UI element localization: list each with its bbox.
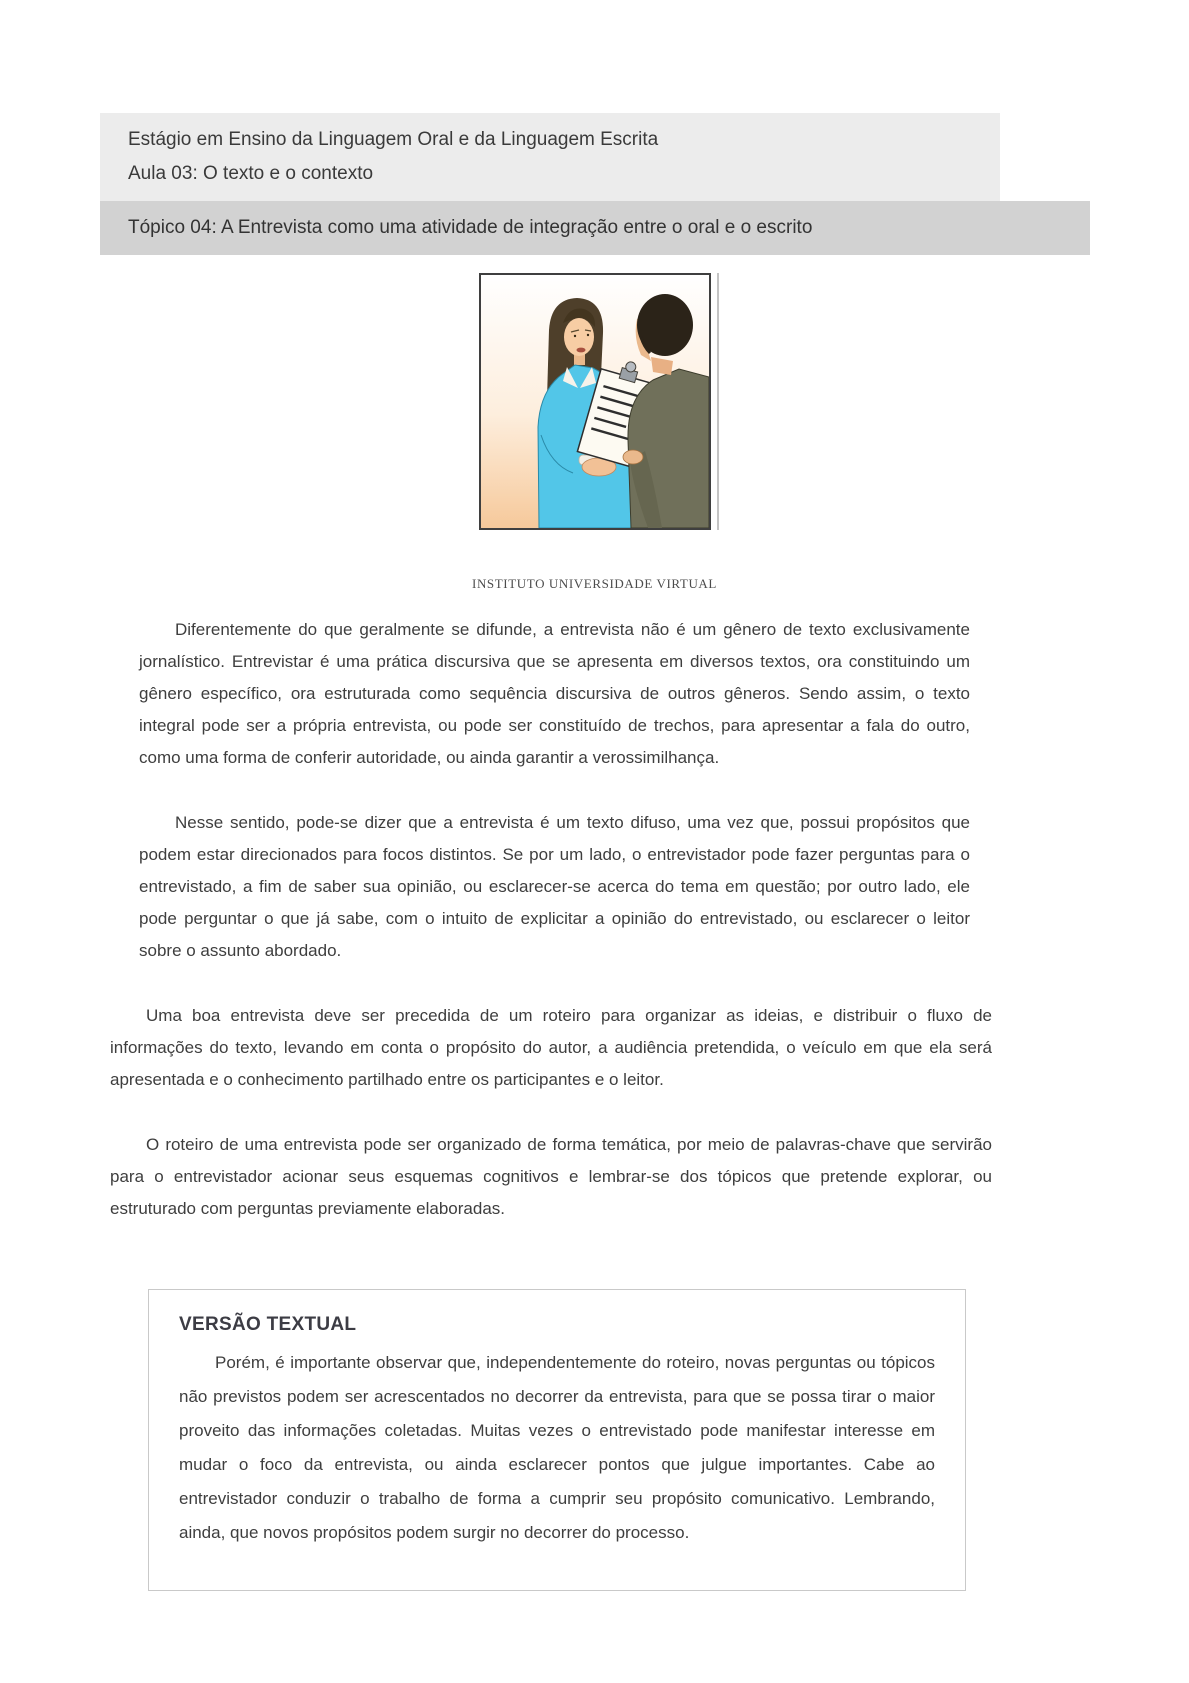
course-header	[100, 113, 1000, 201]
figure-caption: INSTITUTO UNIVERSIDADE VIRTUAL	[472, 576, 717, 591]
interview-illustration	[479, 273, 711, 530]
course-title: Estágio em Ensino da Linguagem Oral e da Linguagem Escrita	[128, 129, 659, 150]
interview-illustration-svg	[481, 275, 709, 528]
body-paragraph-4: O roteiro de uma entrevista pode ser organizado de forma temática, por meio de palavras-chave que servirão para o entrevistador acionar seus esquemas cognitivos e lembrar-se dos tópicos que pretende explorar, ou estruturado com perguntas previamente elaboradas.	[110, 1135, 992, 1218]
topic-bar	[100, 201, 1090, 255]
textual-version-box	[148, 1289, 966, 1591]
body-paragraph-3: Uma boa entrevista deve ser precedida de um roteiro para organizar as ideias, e distribuir o fluxo de informações do texto, levando em conta o propósito do autor, a audiência pretendida, o veículo em que ela será apresentada e o conhecimento partilhado entre os participantes e o leitor.	[110, 1006, 992, 1089]
figure-container	[479, 273, 711, 530]
body-paragraph-2: Nesse sentido, pode-se dizer que a entrevista é um texto difuso, uma vez que, possui propósitos que podem estar direcionados para focos distintos. Se por um lado, o entrevistador pode fazer perguntas para o entrevistado, a fim de saber sua opinião, ou esclarecer-se acerca do tema em questão; por outro lado, ele pode perguntar o que já sabe, com o intuito de explicitar a opinião do entrevistado, ou esclarecer o leitor sobre o assunto abordado.	[139, 813, 970, 960]
topic-title: Tópico 04: A Entrevista como uma atividade de integração entre o oral e o escrito	[128, 217, 813, 238]
textual-version-body: Porém, é importante observar que, independentemente do roteiro, novas perguntas ou tópicos não previstos podem ser acrescentados no decorrer da entrevista, para que se possa tirar o maior proveito das informações coletadas. Muitas vezes o entrevistado pode manifestar interesse em mudar o foco da entrevista, ou ainda esclarecer pontos que julgue importantes. Cabe ao entrevistador conduzir o trabalho de forma a cumprir seu propósito comunicativo. Lembrando, ainda, que novos propósitos podem surgir no decorrer do processo.	[179, 1353, 935, 1542]
lesson-title: Aula 03: O texto e o contexto	[128, 163, 374, 184]
figure-right-border-line	[717, 273, 719, 530]
textual-version-heading: VERSÃO TEXTUAL	[179, 1314, 357, 1335]
body-paragraph-1: Diferentemente do que geralmente se difunde, a entrevista não é um gênero de texto exclusivamente jornalístico. Entrevistar é uma prática discursiva que se apresenta em diversos textos, ora constituindo um gênero específico, ora estruturada como sequência discursiva de outros gêneros. Sendo assim, o texto integral pode ser a própria entrevista, ou pode ser constituído de trechos, para apresentar a fala do outro, como uma forma de conferir autoridade, ou ainda garantir a verossimilhança.	[139, 620, 970, 767]
